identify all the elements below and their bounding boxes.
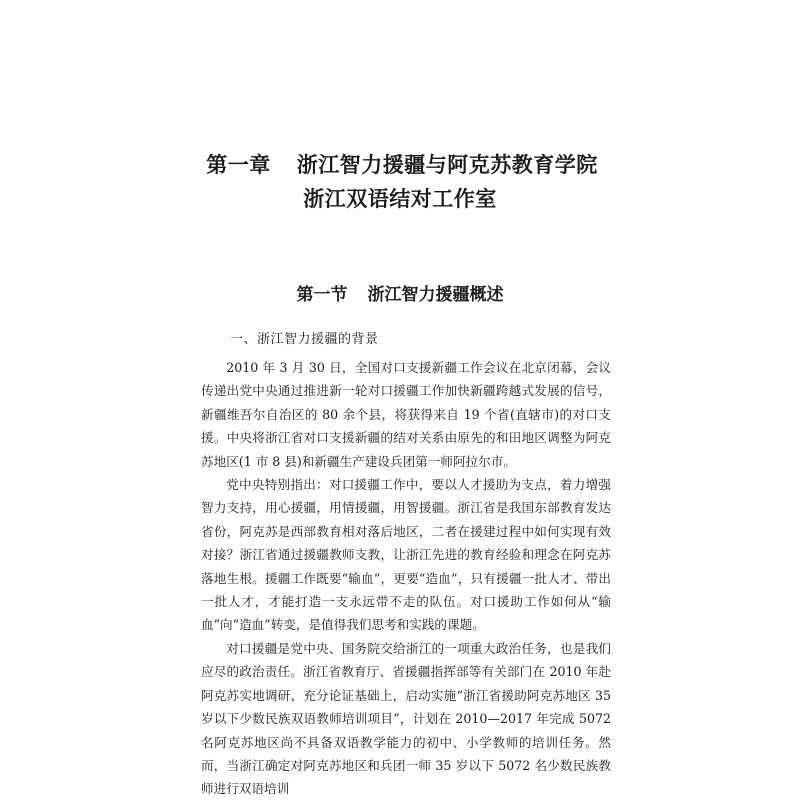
chapter-title-line-1 [0,148,800,182]
chapter-title-line-2: 浙江双语结对工作室 [303,187,497,211]
chapter-label: 第一章 [206,153,271,177]
chapter-title-text: 浙江智力援疆与阿克苏教育学院 [296,153,598,177]
body-text [201,356,611,801]
paragraph: 党中央特别指出：对口援疆工作中，要以人才援助为支点，着力增强智力支持，用心援疆，用情援疆，用智援疆。浙江省是我国东部教育发达省份，阿克苏是西部教育相对落后地区，二者在援建过程中如何实现有效对接？浙江省通过援疆教师支教，让浙江先进的教育经验和理念在阿克苏落地生根。援疆工作既要“输血”，更要“造血”，只有援疆一批人才、带出一批人才，才能打造一支永远带不走的队伍。对口援助工作如何从“输血”向“造血”转变，是值得我们思考和实践的课题。 [201,477,611,633]
section-title [0,282,800,308]
section-label: 第一节 [296,285,348,305]
section-title-text: 浙江智力援疆概述 [367,285,504,305]
chapter-title [0,148,800,216]
paragraph: 2010 年 3 月 30 日，全国对口支援新疆工作会议在北京闭幕，会议传递出党中央通过推进新一轮对口援疆工作加快新疆跨越式发展的信号，新疆维吾尔自治区的 80 余个县，将获得来自 19 个省(直辖市)的对口支援。中央将浙江省对口支援新疆的结对关系由原先的和田地区调整为阿克苏地区(1 市 8 县)和新疆生产建设兵团第一师阿拉尔市。 [201,360,611,469]
paragraph: 对口援疆是党中央、国务院交给浙江的一项重大政治任务，也是我们应尽的政治责任。浙江省教育厅、省援疆指挥部等有关部门在 2010 年赴阿克苏实地调研、充分论证基础上，启动实施“浙江省援助阿克苏地区 35 岁以下少数民族双语教师培训项目”，计划在 2010—2017 年完成 5072 名阿克苏地区尚不具备双语教学能力的初中、小学教师的培训任务。然而，当浙江确定对阿克苏地区和兵团一师 35 岁以下 5072 名少数民族教师进行双语培训 [201,640,611,797]
subheading: 一、浙江智力援疆的背景 [230,332,379,347]
